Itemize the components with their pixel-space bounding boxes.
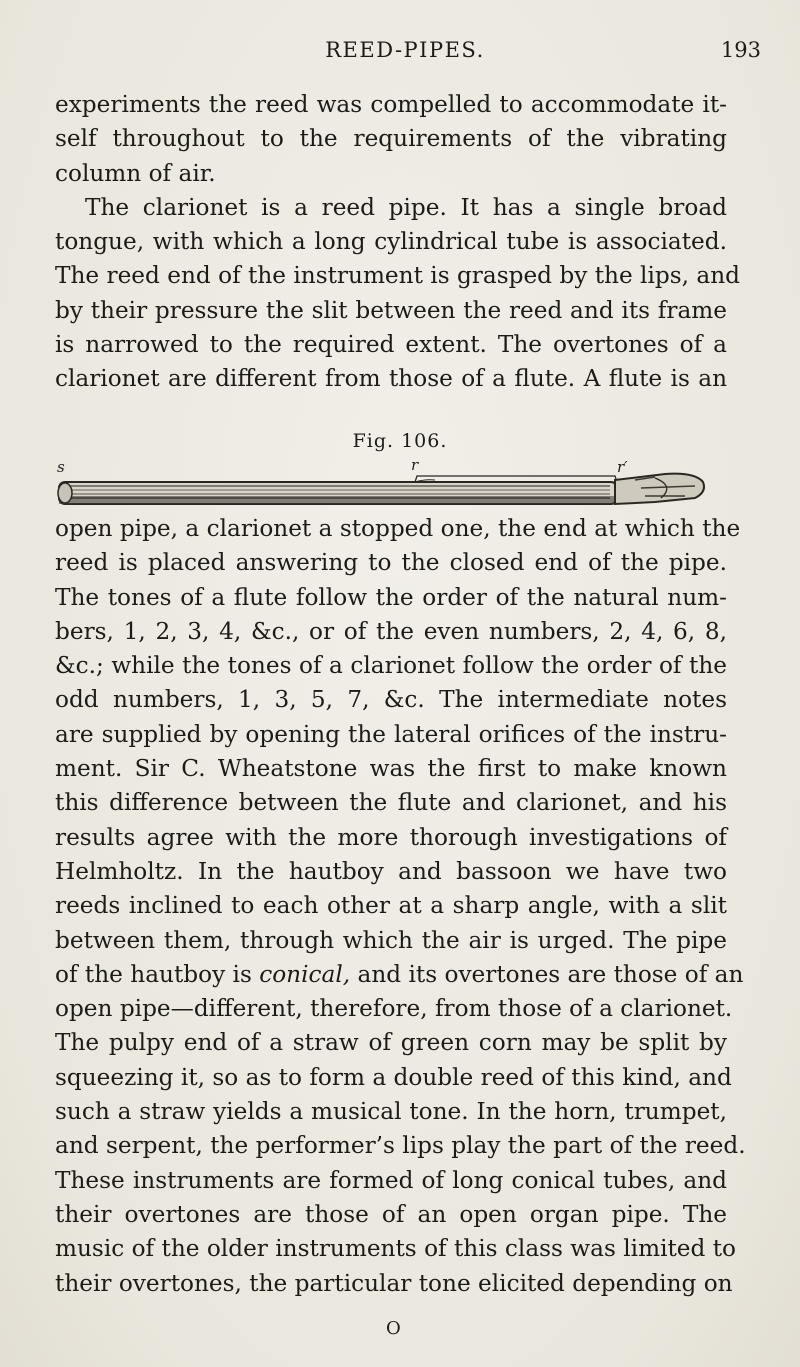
- paragraph-block-top: [55, 88, 740, 397]
- mouthpiece: [615, 474, 704, 504]
- text-line: &c.; while the tones of a clarionet follow the order of the: [55, 652, 727, 680]
- text-line: reeds inclined to each other at a sharp angle, with a slit: [55, 892, 727, 920]
- page-number: 193: [720, 38, 761, 62]
- text-line: between them, through which the air is urged. The pipe: [55, 926, 727, 954]
- label-r-prime: r′: [617, 460, 628, 476]
- text-line: tongue, with which a long cylindrical tube is associated.: [55, 228, 727, 256]
- text-line: The clarionet is a reed pipe. It has a single broad: [85, 193, 727, 221]
- text-run: and its overtones are those of an: [357, 960, 744, 988]
- label-s: s: [57, 460, 65, 476]
- text-line: The reed end of the instrument is grasped by the lips, and: [55, 262, 740, 290]
- text-line: squeezing it, so as to form a double reed of this kind, and: [55, 1063, 732, 1091]
- text-line: results agree with the more thorough investigations of: [55, 823, 727, 851]
- text-line: The tones of a flute follow the order of the natural num-: [55, 583, 727, 611]
- text-line: The pulpy end of a straw of green corn may be split by: [55, 1029, 727, 1057]
- text-line: ment. Sir C. Wheatstone was the first to make known: [55, 755, 727, 783]
- text-line: column of air.: [55, 159, 216, 187]
- text-line: open pipe, a clarionet a stopped one, the end at which the: [55, 515, 741, 542]
- text-line: reed is placed answering to the closed end of the pipe.: [55, 549, 727, 577]
- text-line: such a straw yields a musical tone. In the horn, trumpet,: [55, 1098, 727, 1126]
- text-line: experiments the reed was compelled to accommodate it-: [55, 91, 727, 118]
- text-line: their overtones, the particular tone elicited depending on: [55, 1269, 733, 1297]
- italic-word-conical: conical,: [259, 960, 351, 988]
- signature-mark: O: [386, 1318, 401, 1339]
- text-run: of the hautboy is: [55, 960, 252, 988]
- text-line: clarionet are different from those of a flute. A flute is an: [55, 365, 727, 393]
- text-line: their overtones are those of an open organ pipe. The: [55, 1200, 727, 1228]
- page-header: [55, 38, 761, 70]
- text-line: are supplied by opening the lateral orifices of the instru-: [55, 720, 727, 748]
- text-line: is narrowed to the required extent. The overtones of a: [55, 331, 727, 359]
- text-line: [55, 958, 744, 992]
- text-line: These instruments are formed of long conical tubes, and: [55, 1166, 727, 1194]
- figure-caption: Fig. 106.: [352, 430, 448, 452]
- text-line: odd numbers, 1, 3, 5, 7, &c. The intermediate notes: [55, 686, 727, 714]
- text-line: self throughout to the requirements of the vibrating: [55, 125, 727, 153]
- running-title: REED-PIPES.: [325, 38, 485, 62]
- text-line: bers, 1, 2, 3, 4, &c., or of the even numbers, 2, 4, 6, 8,: [55, 617, 727, 645]
- tube-body: [58, 482, 617, 504]
- paragraph-block-bottom: [55, 512, 746, 1301]
- text-line: open pipe—different, therefore, from those of a clarionet.: [55, 995, 733, 1023]
- label-r: r: [411, 460, 419, 474]
- text-line: and serpent, the performer’s lips play the part of the reed.: [55, 1132, 746, 1160]
- text-line: Helmholtz. In the hautboy and bassoon we have two: [55, 857, 727, 885]
- text-line: music of the older instruments of this class was limited to: [55, 1235, 737, 1263]
- text-line: this difference between the flute and clarionet, and his: [55, 789, 727, 817]
- clarionet-figure: [55, 460, 727, 508]
- text-line: by their pressure the slit between the reed and its frame: [55, 296, 727, 324]
